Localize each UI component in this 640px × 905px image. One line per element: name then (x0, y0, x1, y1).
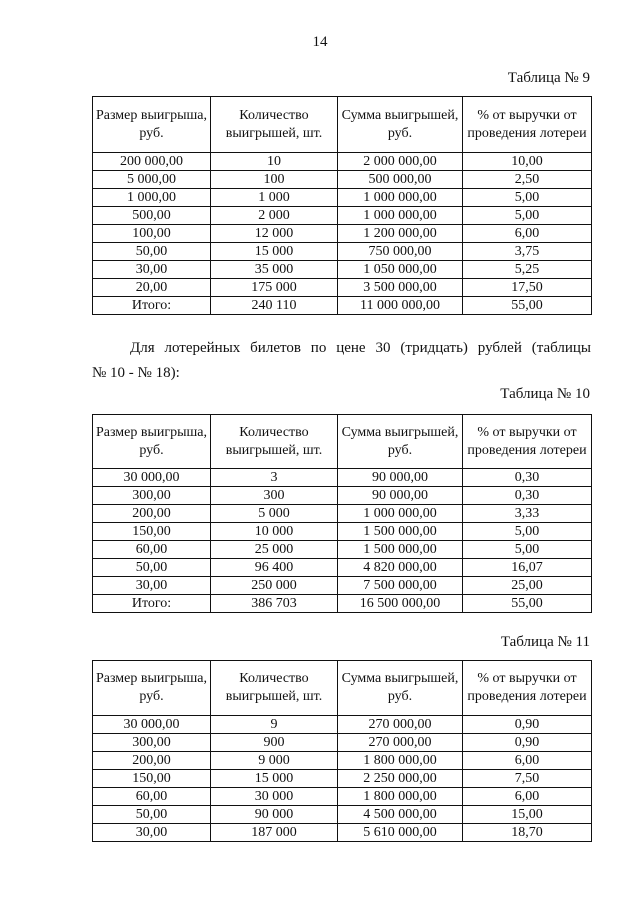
page-number: 14 (312, 34, 328, 50)
revenue-percent-cell: 5,00 (463, 541, 592, 559)
table-row (93, 559, 592, 577)
prize-sum-cell: 1 800 000,00 (338, 788, 463, 806)
prize-sum-cell: 90 000,00 (338, 469, 463, 487)
prize-count-cell: 30 000 (211, 788, 338, 806)
prize-sum-cell: 1 050 000,00 (338, 261, 463, 279)
table-row (93, 541, 592, 559)
prize-count-cell: 9 000 (211, 752, 338, 770)
prize-sum-cell: 1 500 000,00 (338, 523, 463, 541)
revenue-percent-cell: 25,00 (463, 577, 592, 595)
header-prize-count: Количество выигрышей, шт. (211, 661, 338, 716)
revenue-percent-cell: 7,50 (463, 770, 592, 788)
table-row (93, 225, 592, 243)
prize-size-cell: Итого: (93, 297, 211, 315)
prize-sum-cell: 1 800 000,00 (338, 752, 463, 770)
prize-count-cell: 3 (211, 469, 338, 487)
revenue-percent-cell: 5,25 (463, 261, 592, 279)
prize-sum-cell: 3 500 000,00 (338, 279, 463, 297)
revenue-percent-cell: 5,00 (463, 189, 592, 207)
prize-count-cell: 15 000 (211, 770, 338, 788)
revenue-percent-cell: 0,90 (463, 734, 592, 752)
prize-sum-cell: 500 000,00 (338, 171, 463, 189)
table-row (93, 207, 592, 225)
revenue-percent-cell: 3,75 (463, 243, 592, 261)
prize-sum-cell: 90 000,00 (338, 487, 463, 505)
header-prize-size: Размер выигрыша, руб. (93, 97, 211, 153)
prize-sum-cell: 270 000,00 (338, 716, 463, 734)
revenue-percent-cell: 5,00 (463, 523, 592, 541)
table-row (93, 523, 592, 541)
prize-sum-cell: 16 500 000,00 (338, 595, 463, 613)
prize-size-cell: 150,00 (93, 523, 211, 541)
paragraph-line-1: Для лотерейных билетов по цене 30 (тридцать) рублей (таблицы (130, 340, 591, 356)
prize-size-cell: 30,00 (93, 824, 211, 842)
header-prize-sum: Сумма выигрышей, руб. (338, 97, 463, 153)
table-row (93, 770, 592, 788)
table-row (93, 716, 592, 734)
table-row (93, 505, 592, 523)
prize-size-cell: 200,00 (93, 752, 211, 770)
prize-size-cell: 150,00 (93, 770, 211, 788)
prize-size-cell: Итого: (93, 595, 211, 613)
revenue-percent-cell: 3,33 (463, 505, 592, 523)
prize-sum-cell: 11 000 000,00 (338, 297, 463, 315)
table-row (93, 577, 592, 595)
prize-sum-cell: 1 500 000,00 (338, 541, 463, 559)
prize-count-cell: 90 000 (211, 806, 338, 824)
table-row (93, 752, 592, 770)
prize-sum-cell: 1 000 000,00 (338, 505, 463, 523)
revenue-percent-cell: 16,07 (463, 559, 592, 577)
revenue-percent-cell: 17,50 (463, 279, 592, 297)
prize-size-cell: 30 000,00 (93, 469, 211, 487)
table-10-caption: Таблица № 10 (500, 386, 590, 402)
prize-sum-cell: 4 820 000,00 (338, 559, 463, 577)
prize-size-cell: 30,00 (93, 261, 211, 279)
table-row (93, 788, 592, 806)
table-9-caption: Таблица № 9 (507, 70, 590, 86)
table-11 (92, 660, 592, 842)
revenue-percent-cell: 0,30 (463, 487, 592, 505)
table-row (93, 469, 592, 487)
prize-size-cell: 60,00 (93, 788, 211, 806)
prize-size-cell: 5 000,00 (93, 171, 211, 189)
prize-size-cell: 200 000,00 (93, 153, 211, 171)
prize-sum-cell: 270 000,00 (338, 734, 463, 752)
table-row (93, 189, 592, 207)
prize-size-cell: 50,00 (93, 243, 211, 261)
prize-size-cell: 30 000,00 (93, 716, 211, 734)
prize-count-cell: 1 000 (211, 189, 338, 207)
revenue-percent-cell: 18,70 (463, 824, 592, 842)
header-revenue-percent: % от выручки от проведения лотереи (463, 661, 592, 716)
prize-count-cell: 240 110 (211, 297, 338, 315)
table-row (93, 243, 592, 261)
header-prize-count: Количество выигрышей, шт. (211, 415, 338, 469)
table-row (93, 261, 592, 279)
prize-sum-cell: 750 000,00 (338, 243, 463, 261)
header-revenue-percent: % от выручки от проведения лотереи (463, 415, 592, 469)
prize-count-cell: 10 000 (211, 523, 338, 541)
header-prize-sum: Сумма выигрышей, руб. (338, 661, 463, 716)
header-prize-count: Количество выигрышей, шт. (211, 97, 338, 153)
prize-size-cell: 300,00 (93, 487, 211, 505)
header-prize-size: Размер выигрыша, руб. (93, 415, 211, 469)
prize-count-cell: 96 400 (211, 559, 338, 577)
table-row (93, 734, 592, 752)
prize-count-cell: 2 000 (211, 207, 338, 225)
prize-count-cell: 386 703 (211, 595, 338, 613)
table-row (93, 279, 592, 297)
table-row (93, 595, 592, 613)
table-11-caption: Таблица № 11 (500, 634, 590, 650)
prize-count-cell: 25 000 (211, 541, 338, 559)
prize-sum-cell: 2 000 000,00 (338, 153, 463, 171)
prize-size-cell: 1 000,00 (93, 189, 211, 207)
table-9 (92, 96, 592, 315)
prize-count-cell: 9 (211, 716, 338, 734)
header-prize-size: Размер выигрыша, руб. (93, 661, 211, 716)
table-row (93, 297, 592, 315)
prize-size-cell: 60,00 (93, 541, 211, 559)
revenue-percent-cell: 55,00 (463, 297, 592, 315)
prize-count-cell: 12 000 (211, 225, 338, 243)
prize-size-cell: 50,00 (93, 559, 211, 577)
prize-count-cell: 187 000 (211, 824, 338, 842)
prize-sum-cell: 1 000 000,00 (338, 207, 463, 225)
revenue-percent-cell: 2,50 (463, 171, 592, 189)
revenue-percent-cell: 5,00 (463, 207, 592, 225)
revenue-percent-cell: 15,00 (463, 806, 592, 824)
prize-count-cell: 100 (211, 171, 338, 189)
prize-sum-cell: 1 000 000,00 (338, 189, 463, 207)
prize-count-cell: 35 000 (211, 261, 338, 279)
prize-size-cell: 100,00 (93, 225, 211, 243)
prize-sum-cell: 5 610 000,00 (338, 824, 463, 842)
prize-count-cell: 175 000 (211, 279, 338, 297)
table-10 (92, 414, 592, 613)
prize-sum-cell: 4 500 000,00 (338, 806, 463, 824)
revenue-percent-cell: 0,30 (463, 469, 592, 487)
prize-size-cell: 20,00 (93, 279, 211, 297)
prize-size-cell: 200,00 (93, 505, 211, 523)
table-row (93, 153, 592, 171)
revenue-percent-cell: 10,00 (463, 153, 592, 171)
table-row (93, 171, 592, 189)
revenue-percent-cell: 6,00 (463, 225, 592, 243)
prize-sum-cell: 7 500 000,00 (338, 577, 463, 595)
revenue-percent-cell: 6,00 (463, 788, 592, 806)
prize-size-cell: 500,00 (93, 207, 211, 225)
table-row (93, 806, 592, 824)
prize-size-cell: 30,00 (93, 577, 211, 595)
prize-sum-cell: 1 200 000,00 (338, 225, 463, 243)
header-revenue-percent: % от выручки от проведения лотереи (463, 97, 592, 153)
prize-count-cell: 15 000 (211, 243, 338, 261)
prize-count-cell: 250 000 (211, 577, 338, 595)
header-prize-sum: Сумма выигрышей, руб. (338, 415, 463, 469)
revenue-percent-cell: 55,00 (463, 595, 592, 613)
prize-count-cell: 300 (211, 487, 338, 505)
table-row (93, 824, 592, 842)
prize-count-cell: 5 000 (211, 505, 338, 523)
prize-sum-cell: 2 250 000,00 (338, 770, 463, 788)
revenue-percent-cell: 0,90 (463, 716, 592, 734)
paragraph (92, 336, 591, 386)
paragraph-line-2: № 10 - № 18): (92, 365, 180, 381)
prize-size-cell: 50,00 (93, 806, 211, 824)
prize-size-cell: 300,00 (93, 734, 211, 752)
prize-count-cell: 900 (211, 734, 338, 752)
prize-count-cell: 10 (211, 153, 338, 171)
table-row (93, 487, 592, 505)
revenue-percent-cell: 6,00 (463, 752, 592, 770)
